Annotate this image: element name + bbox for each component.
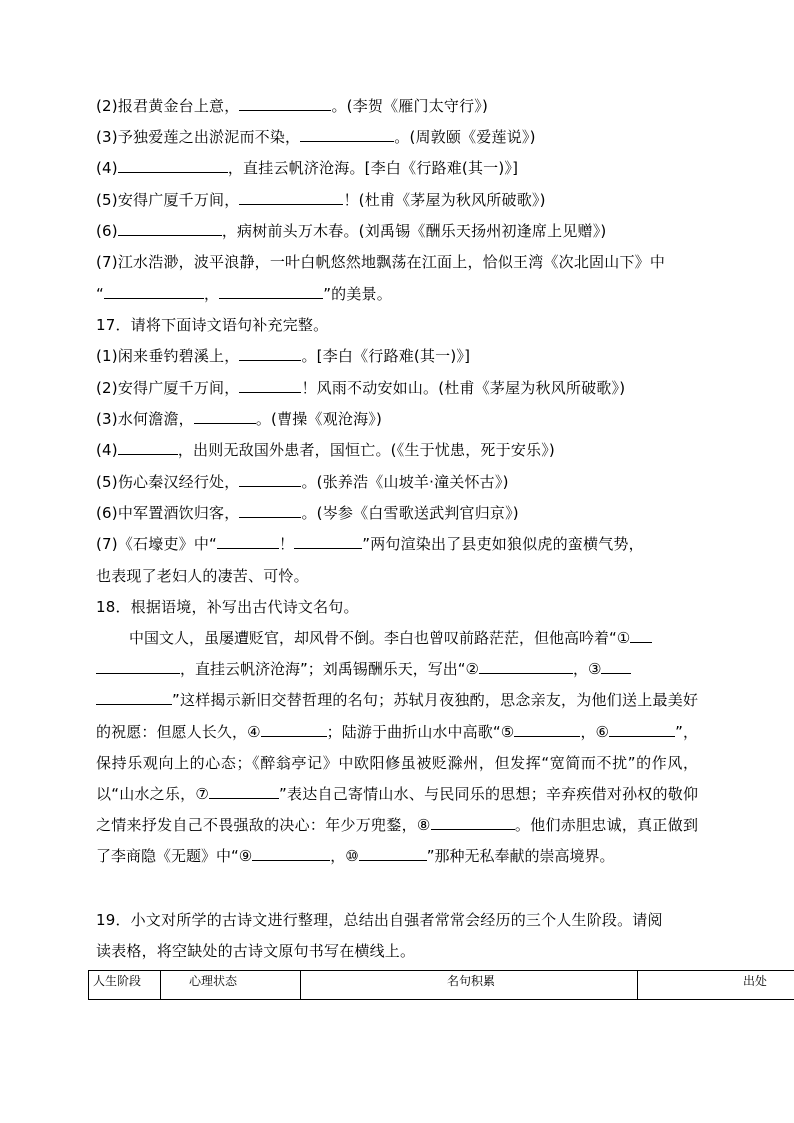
q16-item-5-source: ！(杜甫《茅屋为秋风所破歌》) [343, 191, 546, 209]
q17-title: 17．请将下面诗文语句补充完整。 [96, 316, 329, 334]
q16-item-4-source: ，直挂云帆济沧海。[李白《行路难(其一)》] [227, 159, 519, 177]
q17-item-4-text: (4) [96, 441, 118, 459]
answer-blank-5[interactable] [514, 722, 580, 737]
answer-blank-10[interactable] [359, 846, 427, 861]
answer-blank[interactable] [219, 284, 323, 299]
q18-title: 18．根据语境，补写出古代诗文名句。 [96, 598, 359, 616]
answer-blank-2[interactable] [479, 659, 573, 674]
header-source: 出处 [742, 974, 767, 988]
q19-table-header [88, 970, 794, 1000]
q18-text: ，⑥ [580, 722, 610, 741]
q18-text: ，③ [573, 660, 602, 679]
q17-item-3-text: (3)水何澹澹， [96, 410, 194, 428]
q17-item-3-source: 。(曹操《观沧海》) [255, 410, 383, 428]
q16-item-7-text: (7)江水浩渺，波平浪静，一叶白帆悠然地飘荡在江面上，恰似王湾《次北固山下》中 [96, 253, 666, 271]
answer-blank[interactable] [239, 190, 343, 205]
q19-title-line1: 19．小文对所学的古诗文进行整理，总结出自强者常常会经历的三个人生阶段。请阅 [96, 911, 663, 929]
answer-blank-9[interactable] [252, 846, 330, 861]
q16-item-4 [96, 158, 518, 178]
q17-item-7-cont: 也表现了老妇人的凄苦、可怜。 [96, 567, 309, 585]
q17-item-4-source: ，出则无敌国外患者，国恒亡。(《生于忧患，死于安乐》) [177, 441, 555, 459]
q16-item-6-text: (6) [96, 222, 118, 240]
answer-blank[interactable] [194, 409, 256, 424]
answer-blank[interactable] [294, 534, 362, 549]
q18-text: 中国文人，虽屡遭贬官，却风骨不倒。李白也曾叹前路茫茫，但他高吟着“① [129, 629, 631, 647]
q17-item-6-text: (6)中军置酒饮归客， [96, 504, 240, 522]
answer-blank[interactable] [239, 378, 301, 393]
q16-item-2 [96, 96, 488, 116]
q18-text: 。他们赤胆忠诚，真正做到了李商隐《无题》中“⑨ [96, 816, 698, 866]
answer-blank-8[interactable] [431, 815, 515, 830]
q16-item-2-source: 。(李贺《雁门太守行》) [331, 97, 489, 115]
answer-blank[interactable] [300, 127, 394, 142]
answer-blank[interactable] [239, 503, 301, 518]
exclaim: ！ [279, 535, 295, 553]
q18-text: ”这样揭示新旧交替哲理的名句；苏轼月夜独酌，思念亲友，为他们送上最美好的祝愿：但愿人长久，④ [96, 691, 698, 741]
answer-blank[interactable] [217, 534, 279, 549]
q17-item-7-tail: ”两句渲染出了县吏如狼似虎的蛮横气势， [362, 535, 644, 553]
answer-blank[interactable] [104, 284, 204, 299]
answer-blank-1-cont[interactable] [96, 659, 180, 674]
q17-item-5-text: (5)伤心秦汉经行处， [96, 473, 240, 491]
open-quote: “ [96, 285, 104, 303]
answer-blank-3[interactable] [601, 659, 631, 674]
q16-item-5 [96, 190, 546, 210]
comma: ， [203, 285, 220, 303]
answer-blank[interactable] [239, 96, 331, 111]
q16-item-6 [96, 221, 606, 241]
q17-item-1-source: 。[李白《行路难(其一)》] [301, 347, 471, 365]
q16-item-3 [96, 127, 536, 147]
q16-item-7 [96, 252, 665, 272]
answer-blank-6[interactable] [609, 722, 675, 737]
answer-blank-7[interactable] [209, 784, 279, 799]
header-stage: 人生阶段 [89, 971, 161, 999]
header-quotes: 名句积累 [301, 971, 638, 999]
answer-blank[interactable] [239, 472, 301, 487]
q17-item-3 [96, 409, 382, 429]
q16-item-7-cont [96, 284, 392, 304]
q17-item-2-source: ！风雨不动安如山。(杜甫《茅屋为秋风所破歌》) [301, 379, 626, 397]
q18-text: ”那种无私奉献的崇高境界。 [426, 847, 615, 866]
answer-blank-3-cont[interactable] [96, 690, 172, 705]
q16-item-7-tail: ”的美景。 [323, 285, 392, 303]
q16-item-3-text: (3)予独爱莲之出淤泥而不染， [96, 128, 301, 146]
q17-item-7-text: (7)《石壕吏》中“ [96, 535, 218, 553]
q18-text: ；陆游于曲折山水中高歌“⑤ [326, 722, 515, 741]
answer-blank-1[interactable] [630, 628, 652, 643]
q16-item-6-source: ，病树前头万木春。(刘禹锡《酬乐天扬州初逢席上见赠》) [221, 222, 607, 240]
q17-item-1-text: (1)闲来垂钓碧溪上， [96, 347, 240, 365]
q18-text: ，⑩ [330, 847, 359, 866]
answer-blank[interactable] [239, 346, 301, 361]
q18-text: ”，保持乐观向上的心态；《醉翁亭记》中欧阳修虽被贬滁州，但发挥“宽简而不扰”的作风，以“山水之乐，⑦ [96, 722, 698, 804]
q16-item-5-text: (5)安得广厦千万间， [96, 191, 240, 209]
q16-item-4-text: (4) [96, 159, 118, 177]
q19-title-line2: 读表格，将空缺处的古诗文原句书写在横线上。 [96, 942, 416, 960]
answer-blank-4[interactable] [261, 722, 327, 737]
q17-item-5-source: 。(张养浩《山坡羊·潼关怀古》) [301, 473, 509, 491]
q16-item-2-text: (2)报君黄金台上意， [96, 97, 240, 115]
answer-blank[interactable] [118, 221, 222, 236]
q17-item-7 [96, 534, 644, 554]
answer-blank[interactable] [118, 440, 178, 455]
q16-item-3-source: 。(周敦颐《爱莲说》) [394, 128, 536, 146]
q18-passage [96, 623, 698, 873]
header-mental-state: 心理状态 [161, 971, 301, 999]
q17-item-2 [96, 378, 625, 398]
q17-item-4 [96, 440, 555, 460]
q17-item-6 [96, 503, 519, 523]
q18-text: ，直挂云帆济沧海”；刘禹锡酬乐天，写出“② [180, 660, 479, 679]
q17-item-5 [96, 472, 509, 492]
q17-item-6-source: 。(岑参《白雪歌送武判官归京》) [301, 504, 519, 522]
answer-blank[interactable] [118, 158, 228, 173]
q18-text: ”表达自己寄情山水、与民同乐的思想；辛弃疾借对孙权的敬仰之情来抒发自己不畏强敌的决心：年少万兜鍪，⑧ [96, 785, 698, 835]
q17-item-1 [96, 346, 470, 366]
q17-item-2-text: (2)安得广厦千万间， [96, 379, 240, 397]
